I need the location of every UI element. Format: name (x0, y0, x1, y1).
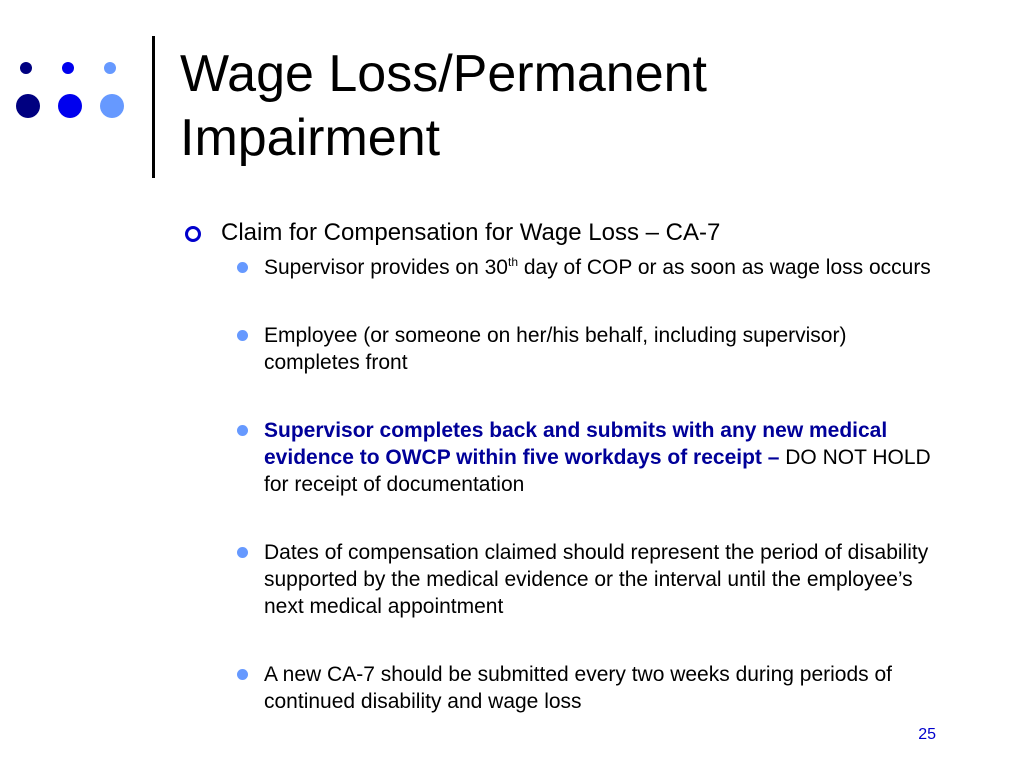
superscript-suffix: th (507, 255, 518, 269)
slide-title (180, 42, 980, 170)
sub-bullet-text: A new CA-7 should be submitted every two weeks during periods of continued disability and wage loss (264, 663, 893, 713)
sub-bullet-emphasis: Supervisor completes back and submits with any new medical evidence to OWCP within five workdays of receipt – (264, 419, 888, 469)
dot-icon (100, 94, 124, 118)
dot-bullet-icon (237, 262, 248, 273)
dot-icon (58, 94, 82, 118)
sub-bullet-list (183, 254, 963, 715)
sub-bullet-text-post: day of COP or as soon as wage loss occurs (518, 256, 931, 279)
main-bullet-text: Claim for Compensation for Wage Loss – CA-7 (221, 219, 721, 246)
page-number: 25 (918, 726, 936, 743)
dot-bullet-icon (237, 547, 248, 558)
sub-bullet (237, 661, 944, 715)
sub-bullet-text: Dates of compensation claimed should represent the period of disability supported by the medical evidence or the interval until the employee’s next medical appointment (264, 541, 929, 618)
sub-bullet-text: DO NOT HOLD for receipt of documentation (264, 446, 931, 496)
sub-bullet (237, 539, 944, 620)
slide-content (183, 216, 963, 715)
small-dot-icon (20, 62, 32, 74)
title-line-2: Impairment (180, 109, 441, 167)
small-dot-icon (62, 62, 74, 74)
sub-bullet (237, 417, 944, 498)
sub-bullet-text-pre: Supervisor provides on 30 (264, 256, 508, 279)
dot-bullet-icon (237, 330, 248, 341)
sub-bullet-text: Employee (or someone on her/his behalf, including supervisor) completes front (264, 324, 847, 374)
dot-bullet-icon (237, 425, 248, 436)
dot-bullet-icon (237, 669, 248, 680)
title-divider (152, 36, 155, 178)
decorative-dots (0, 0, 140, 140)
ring-bullet-icon (185, 226, 201, 242)
dot-icon (16, 94, 40, 118)
sub-bullet (237, 254, 944, 281)
title-line-1: Wage Loss/Permanent (180, 45, 708, 103)
main-bullet (183, 216, 963, 250)
small-dot-icon (104, 62, 116, 74)
sub-bullet (237, 322, 944, 376)
